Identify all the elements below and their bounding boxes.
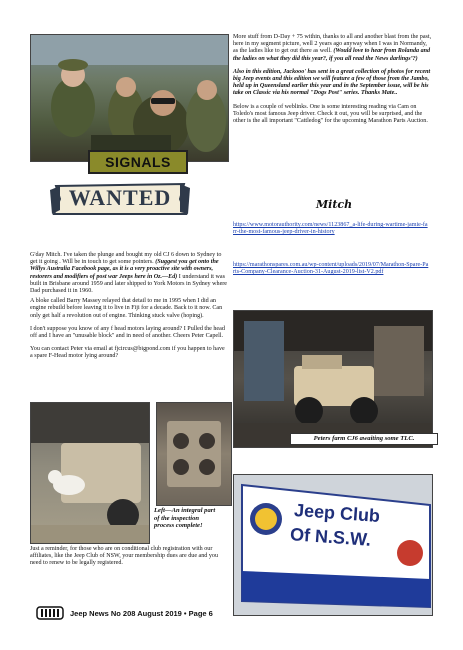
inspection-caption: Left—An integral part of the inspection process complete! — [154, 507, 216, 530]
left-paragraph-3: I don't suppose you know of any f head motors laying around? I Pulled the head off and I have an "unusable block" and in need of another. Cheers Peter Capell. — [30, 325, 225, 340]
jeep-club-nsw-banner-photo — [233, 474, 433, 616]
left-paragraph-2: A bloke called Barry Massey relayed that detail to me in 1995 when I did an engine rebuild before leaving it to live in Fiji for a decade. Back to it now. Can only get half a revolution out of engine. Thinking stuck valve (hoping). — [30, 298, 223, 319]
banner-line-2: Of N.S.W. — [289, 524, 372, 550]
footer-text: Jeep News No 208 August 2019 • Page 6 — [70, 608, 213, 618]
marathon-auction-link[interactable]: https://marathonspares.com.au/wp-content/uploads/2019/07/Marathon-Spare-Parts-Company-Clearance-Auction-31-August-2019-list-V2.pdf — [233, 262, 429, 276]
wanted-banner — [50, 180, 190, 218]
right-column-text — [233, 34, 433, 128]
signals-plate — [88, 150, 188, 174]
normandy-group-photo — [30, 34, 229, 162]
membership-reminder: Just a reminder, for those who are on conditional club registration with our affiliates, like the Jeep Club of NSW, your membership dues are due and you need to renew to be legally registered. — [30, 546, 219, 567]
right-paragraph-3: Below is a couple of weblinks. One is some interesting reading via Cam on Toledo's most famous Jeep driver. Check it out, you will be surprised, and the other is the all important "Cattledog" for the upcoming Marathon Parts Auction. — [233, 103, 428, 125]
farm-caption: Peters farm CJ6 awaiting some TLC. — [290, 433, 438, 445]
dog-and-jeep-drawing — [31, 403, 149, 543]
right-paragraph-1: More stuff from D-Day + 75 within, thanks to all and another blast from the past, here in my segment picture, well 2 years ago anyway when I was in Normandy, as the ladies like to get out there as well. (Would love to hear from Rolanda and the ladies on what they did this year?, if you all read the News darlings’?) — [233, 34, 432, 62]
jeep-grille-icon — [36, 605, 64, 621]
left-paragraph-4: You can contact Peter via email at fjcircus@bigpond.com if you happen to have a spare F-Head motor lying around? — [30, 346, 225, 360]
right-paragraph-2: Also in this edition, Jackooo' has sent in a great collection of photos for recent big Jeep events and this edition we will feature a few of those from the Jambo, held up in Queensland earlier this year and in the September issue, will be his take on Classic via his normal "Dogs Post" series. Thanks Mate.. — [233, 68, 431, 97]
left-column-text — [30, 252, 228, 364]
engine-block-drawing — [157, 403, 231, 505]
engine-head-photo — [156, 402, 232, 506]
photo-figures — [31, 35, 228, 161]
banner-line-1: Jeep Club — [293, 500, 381, 526]
dog-inspection-photo — [30, 402, 150, 544]
jamie-farr-article-link[interactable]: https://www.motorauthority.com/news/1123867_a-life-during-wartime-jamie-farr-the-most-famous-jeep-driver-in-history — [233, 222, 428, 236]
signals-label: SIGNALS — [105, 154, 171, 170]
signature-mitch: Mitch — [316, 198, 353, 211]
left-paragraph-1: G'day Mitch. I've taken the plunge and bought my old CJ 6 down to Sydney to get it going . Will be in touch to get some pointers. (Suggest you get onto the Willys Australia Facebook page, as it is a very proactive site with owners, restorers and modifiers of post war Jeeps here in Oz.—Ed) I understand it was built in Brisbane around 1959 and later shipped to York Motors in Sydney where Dad purchased it in 1960. — [30, 252, 228, 295]
footer — [36, 604, 266, 622]
jeep-in-shed-drawing — [234, 311, 432, 447]
wanted-label: WANTED — [68, 185, 172, 210]
peters-farm-cj6-photo — [233, 310, 433, 448]
